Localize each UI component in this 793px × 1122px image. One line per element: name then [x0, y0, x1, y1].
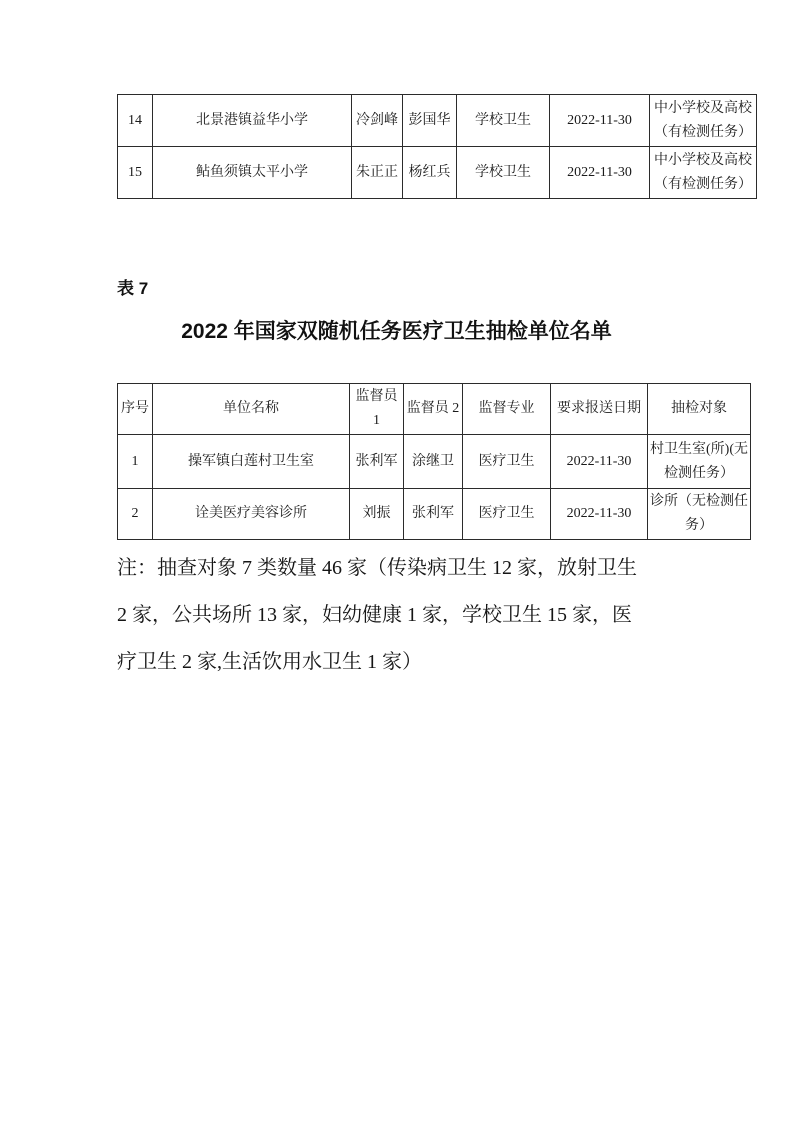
note-line-1: 注：抽查对象 7 类数量 46 家（传染病卫生 12 家，放射卫生 [117, 557, 637, 579]
table-row [118, 95, 757, 147]
header-unit-name: 单位名称 [153, 384, 350, 435]
cell-due-date: 2022-11-30 [551, 489, 648, 540]
cell-unit-name: 北景港镇益华小学 [153, 95, 352, 147]
cell-seq: 14 [118, 95, 153, 147]
cell-specialty: 医疗卫生 [463, 435, 551, 489]
cell-target: 中小学校及高校（有检测任务） [650, 147, 757, 199]
header-due-date: 要求报送日期 [551, 384, 648, 435]
cell-supervisor-1: 冷剑峰 [352, 95, 403, 147]
table-row [118, 147, 757, 199]
cell-specialty: 学校卫生 [457, 147, 550, 199]
cell-target: 村卫生室(所)(无检测任务） [648, 435, 751, 489]
cell-supervisor-2: 涂继卫 [404, 435, 463, 489]
cell-target: 中小学校及高校（有检测任务） [650, 95, 757, 147]
note-line-3: 疗卫生 2 家,生活饮用水卫生 1 家） [117, 651, 422, 673]
cell-supervisor-2: 杨红兵 [403, 147, 457, 199]
header-specialty: 监督专业 [463, 384, 551, 435]
cell-seq: 15 [118, 147, 153, 199]
cell-supervisor-1: 刘振 [350, 489, 404, 540]
medical-sampling-table [117, 383, 751, 540]
header-target: 抽检对象 [648, 384, 751, 435]
table-header-row [118, 384, 751, 435]
cell-unit-name: 诠美医疗美容诊所 [153, 489, 350, 540]
header-seq: 序号 [118, 384, 153, 435]
cell-seq: 2 [118, 489, 153, 540]
table-row [118, 435, 751, 489]
school-sampling-table [117, 94, 757, 199]
section-label: 表 7 [117, 279, 149, 298]
header-supervisor-2: 监督员 2 [404, 384, 463, 435]
cell-supervisor-1: 朱正正 [352, 147, 403, 199]
cell-seq: 1 [118, 435, 153, 489]
cell-unit-name: 操军镇白莲村卫生室 [153, 435, 350, 489]
cell-supervisor-2: 彭国华 [403, 95, 457, 147]
cell-specialty: 医疗卫生 [463, 489, 551, 540]
page-title: 2022 年国家双随机任务医疗卫生抽检单位名单 [181, 320, 612, 343]
table-row [118, 489, 751, 540]
cell-due-date: 2022-11-30 [551, 435, 648, 489]
cell-due-date: 2022-11-30 [550, 95, 650, 147]
cell-unit-name: 鲇鱼须镇太平小学 [153, 147, 352, 199]
cell-due-date: 2022-11-30 [550, 147, 650, 199]
note-text [117, 545, 689, 686]
header-supervisor-1: 监督员 1 [350, 384, 404, 435]
cell-supervisor-1: 张利军 [350, 435, 404, 489]
note-line-2: 2 家，公共场所 13 家，妇幼健康 1 家，学校卫生 15 家，医 [117, 604, 632, 626]
cell-supervisor-2: 张利军 [404, 489, 463, 540]
cell-target: 诊所（无检测任务） [648, 489, 751, 540]
cell-specialty: 学校卫生 [457, 95, 550, 147]
